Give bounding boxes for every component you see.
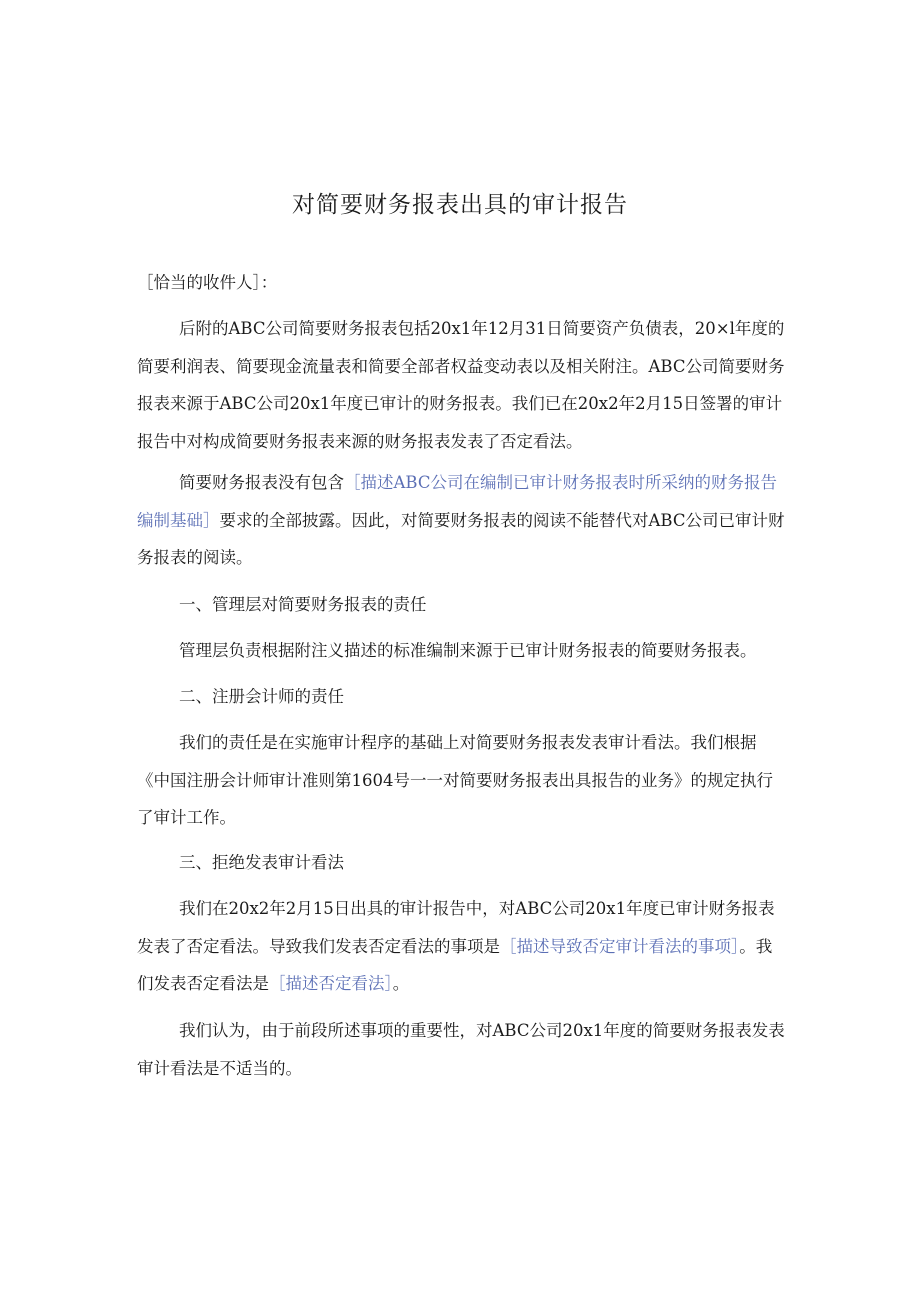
adverse-opinion-placeholder: ［描述否定看法］ xyxy=(269,974,393,993)
disclosure-text-before: 简要财务报表没有包含 xyxy=(179,473,344,492)
disclaimer-text-after: 。 xyxy=(392,974,410,993)
framework-placeholder: ［描述ABC公司在编制已审计财务报表时所采纳的财务报告编制基础］ xyxy=(137,473,777,530)
disclaimer-text-before: 我们在20x2年2月15日出具的审计报告中，对ABC公司20x1年度已审计财务报表发表了否定看法。导致我们发表否定看法的事项是 xyxy=(137,899,775,956)
auditor-paragraph: 我们的责任是在实施审计程序的基础上对简要财务报表发表审计看法。我们根据《中国注册会计师审计准则第1604号一一对简要财务报表出具报告的业务》的规定执行了审计工作。 xyxy=(137,733,773,827)
intro-paragraph: 后附的ABC公司简要财务报表包括20x1年12月31日简要资产负债表，20×l年度的简要利润表、简要现金流量表和简要全部者权益变动表以及相关附注。ABC公司简要财务报表来源于ABC公司20x1年度已审计的财务报表。我们已在20x2年2月15日签署的审计报告中对构成简要财务报表来源的财务报表发表了否定看法。 xyxy=(137,319,785,451)
disclosure-paragraph xyxy=(137,464,787,577)
adverse-matter-placeholder: ［描述导致否定审计看法的事项］ xyxy=(500,936,740,956)
disclaimer-paragraph xyxy=(137,890,787,1003)
document-title: 对简要财务报表出具的审计报告 xyxy=(292,192,628,218)
management-paragraph: 管理层负责根据附注义描述的标准编制来源于已审计财务报表的简要财务报表。 xyxy=(179,641,757,660)
recipient-line: ［恰当的收件人］： xyxy=(137,273,278,292)
section-heading-disclaimer: 三、拒绝发表审计看法 xyxy=(179,853,344,872)
section-heading-auditor: 二、注册会计师的责任 xyxy=(179,687,344,706)
conclusion-paragraph: 我们认为，由于前段所述事项的重要性，对ABC公司20x1年度的简要财务报表发表审计看法是不适当的。 xyxy=(137,1021,785,1078)
disclosure-text-after: 要求的全部披露。因此，对简要财务报表的阅读不能替代对ABC公司已审计财务报表的阅读。 xyxy=(137,510,785,567)
section-heading-management: 一、管理层对简要财务报表的责任 xyxy=(179,595,427,614)
disclaimer-text-middle: 。我们发表否定看法是 xyxy=(137,936,773,993)
